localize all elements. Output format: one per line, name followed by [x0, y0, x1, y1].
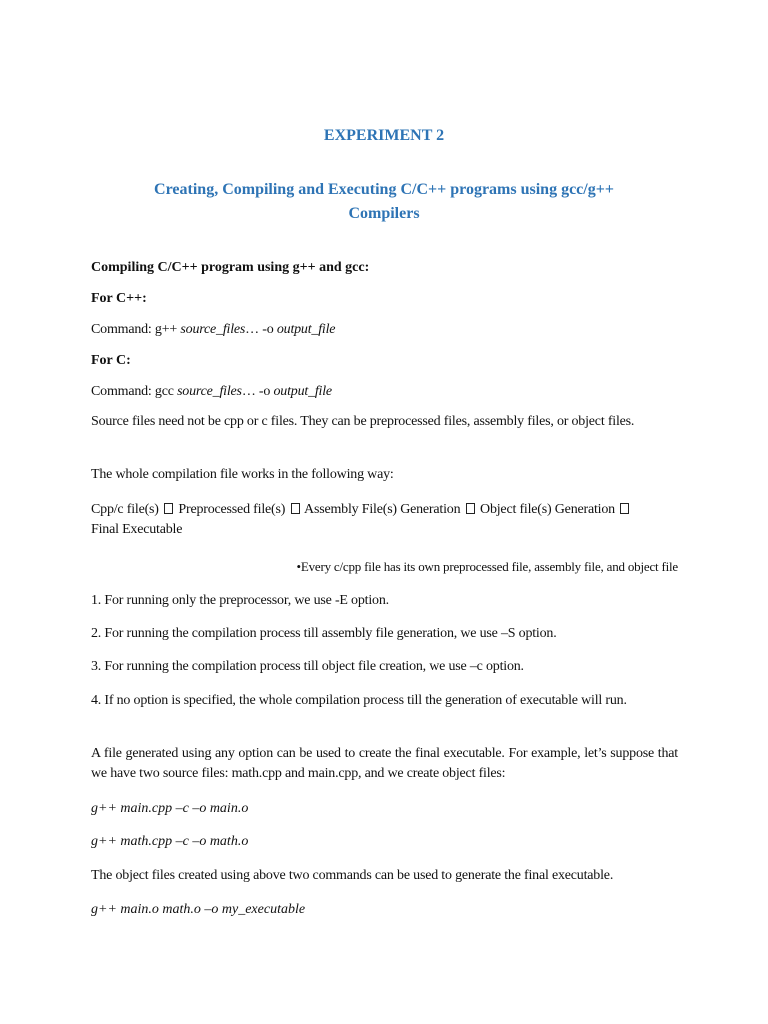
c-command [91, 382, 678, 402]
arrow-icon [164, 503, 173, 514]
bullet-icon: • [296, 559, 301, 574]
c-cmd-output: output_file [273, 384, 332, 399]
compilation-flow-line-1 [91, 500, 678, 520]
command-main: g++ main.cpp –c –o main.o [91, 801, 249, 816]
c-cmd-mid: … -o [241, 384, 274, 399]
object-files-note: The object files created using above two commands can be used to generate the final executable. [91, 868, 614, 883]
flow-step-executable: Final Executable [91, 522, 183, 537]
command-math: g++ math.cpp –c –o math.o [91, 834, 249, 849]
c-cmd-source: source_files [177, 384, 242, 399]
cpp-command [91, 320, 678, 340]
c-cmd-prefix: Command: gcc [91, 384, 178, 399]
arrow-icon [291, 503, 300, 514]
section-title: Compiling C/C++ program using g++ and gcc: [91, 260, 370, 275]
example-paragraph: A file generated using any option can be used to create the final executable. For example, let’s suppose that we have two source files: math.cpp and main.cpp, and we create object files: [91, 746, 678, 781]
cpp-cmd-source: source_files [180, 322, 246, 337]
source-note: Source files need not be cpp or c files. They can be preprocessed files, assembly files, or object files. [91, 414, 635, 429]
flow-step-object: Object file(s) Generation [480, 502, 615, 517]
every-file-note-text: Every c/cpp file has its own preprocessed file, assembly file, and object file [300, 559, 678, 574]
cpp-cmd-prefix: Command: g++ [91, 322, 181, 337]
list-item-4: 4. If no option is specified, the whole compilation process till the generation of executable will run. [91, 693, 627, 708]
arrow-icon [466, 503, 475, 514]
subtitle-line-2: Compilers [348, 205, 420, 222]
list-item-3: 3. For running the compilation process till object file creation, we use –c option. [91, 659, 524, 674]
compilation-intro: The whole compilation file works in the following way: [91, 467, 394, 482]
list-item-1: 1. For running only the preprocessor, we use -E option. [91, 593, 389, 608]
cpp-cmd-mid: … -o [245, 322, 277, 337]
every-file-note [91, 557, 678, 577]
c-label: For C: [91, 353, 131, 368]
flow-step-assembly: Assembly File(s) Generation [304, 502, 461, 517]
cpp-label: For C++: [91, 291, 147, 306]
experiment-title: EXPERIMENT 2 [323, 127, 445, 144]
subtitle-line-1: Creating, Compiling and Executing C/C++ programs using gcc/g++ [154, 181, 614, 198]
cpp-cmd-output: output_file [276, 322, 336, 337]
list-item-2: 2. For running the compilation process till assembly file generation, we use –S option. [91, 626, 557, 641]
command-final: g++ main.o math.o –o my_executable [91, 902, 306, 917]
arrow-icon [620, 503, 629, 514]
flow-step-preprocess: Preprocessed file(s) [178, 502, 286, 517]
flow-step-source: Cpp/c file(s) [91, 502, 159, 517]
